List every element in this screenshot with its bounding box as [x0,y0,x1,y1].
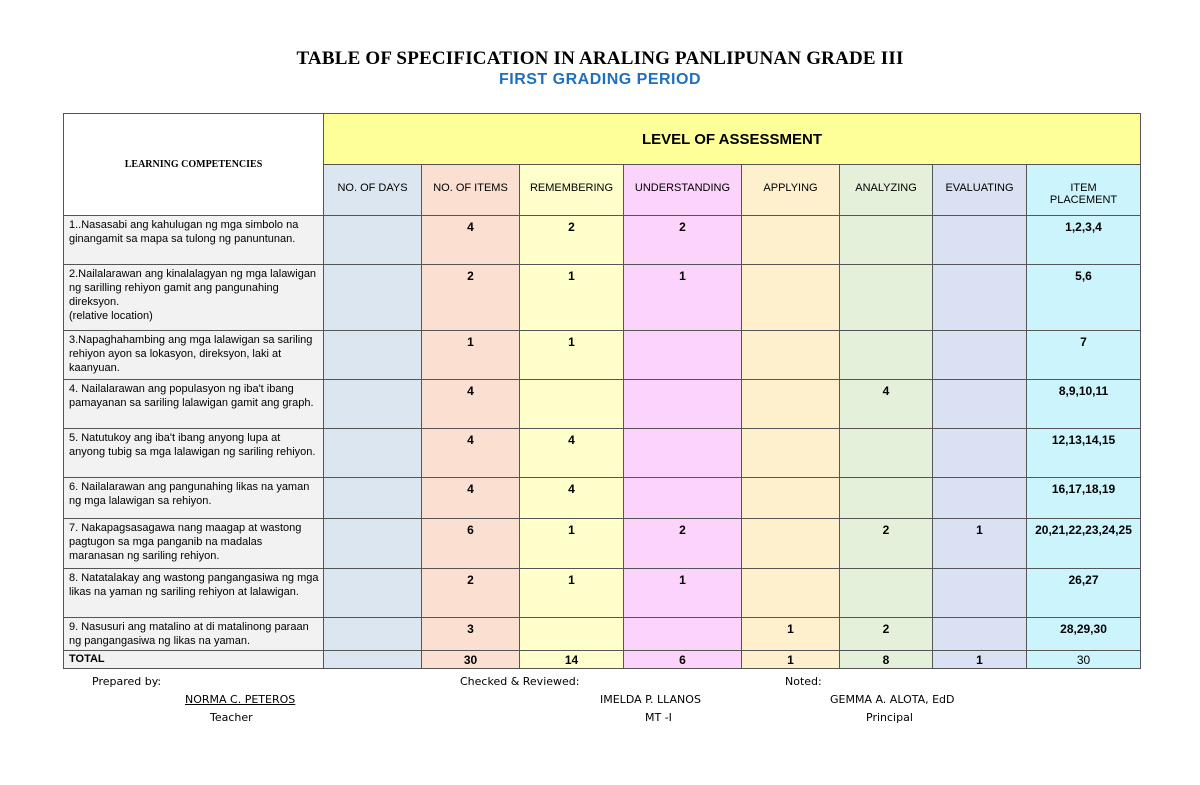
no-of-items-cell: 1 [422,331,520,380]
no-of-items-cell: 2 [422,569,520,618]
competency-cell: 3.Napaghahambing ang mga lalawigan sa sariling rehiyon ayon sa lokasyon, direksyon, laki at kaanyuan. [64,331,324,380]
applying-cell [742,519,840,569]
document-subtitle: FIRST GRADING PERIOD [498,71,701,88]
applying-cell: 1 [742,618,840,651]
applying-cell [742,380,840,429]
item-placement-cell: 20,21,22,23,24,25 [1027,519,1141,569]
remembering-cell: 1 [520,569,624,618]
total-applying-cell: 1 [742,651,840,669]
competency-cell: 9. Nasusuri ang matalino at di matalinong paraan ng pangangasiwa ng likas na yaman. [64,618,324,651]
specification-table [63,113,1141,669]
total-remembering-cell: 14 [520,651,624,669]
analyzing-cell [840,331,933,380]
no-of-items-cell: 6 [422,519,520,569]
checker-name: IMELDA P. LLANOS [600,693,701,706]
evaluating-cell [933,380,1027,429]
understanding-cell [624,429,742,478]
preparer-name: NORMA C. PETEROS [185,693,296,706]
learning-competencies-header: LEARNING COMPETENCIES [64,114,324,216]
no-of-days-header: NO. OF DAYS [324,165,422,216]
competency-cell: 1..Nasasabi ang kahulugan ng mga simbolo na ginangamit sa mapa sa tulong ng panuntunan. [64,216,324,265]
total-label: TOTAL [64,651,324,669]
item-placement-cell: 1,2,3,4 [1027,216,1141,265]
evaluating-cell: 1 [933,519,1027,569]
table-row [64,265,1141,331]
table-row [64,331,1141,380]
item-placement-cell: 16,17,18,19 [1027,478,1141,519]
remembering-cell: 2 [520,216,624,265]
item-placement-header: ITEM PLACEMENT [1027,165,1141,216]
understanding-cell: 2 [624,216,742,265]
document-title: TABLE OF SPECIFICATION IN ARALING PANLIPUNAN GRADE III [296,48,904,69]
no-of-items-cell: 4 [422,216,520,265]
item-placement-cell: 12,13,14,15 [1027,429,1141,478]
table-row [64,429,1141,478]
analyzing-cell [840,569,933,618]
evaluating-cell [933,569,1027,618]
analyzing-cell: 4 [840,380,933,429]
noter-name: GEMMA A. ALOTA, EdD [830,693,955,706]
item-placement-cell: 8,9,10,11 [1027,380,1141,429]
competency-cell: 4. Nailalarawan ang populasyon ng iba't ibang pamayanan sa sariling lalawigan gamit ang graph. [64,380,324,429]
analyzing-cell: 2 [840,519,933,569]
level-of-assessment-header: LEVEL OF ASSESSMENT [324,114,1141,165]
remembering-cell: 4 [520,429,624,478]
no-of-days-cell [324,478,422,519]
applying-cell [742,569,840,618]
no-of-items-cell: 4 [422,478,520,519]
competency-cell: 7. Nakapagsasagawa nang maagap at wastong pagtugon sa mga panganib na madalas maranasan ng sariling rehiyon. [64,519,324,569]
understanding-cell [624,618,742,651]
no-of-days-cell [324,429,422,478]
understanding-cell: 2 [624,519,742,569]
table-row [64,216,1141,265]
analyzing-cell [840,265,933,331]
item-placement-cell: 7 [1027,331,1141,380]
evaluating-cell [933,618,1027,651]
applying-header: APPLYING [742,165,840,216]
total-analyzing-cell: 8 [840,651,933,669]
remembering-cell [520,380,624,429]
applying-cell [742,331,840,380]
no-of-days-cell [324,331,422,380]
total-row [64,651,1141,669]
table-row [64,478,1141,519]
understanding-cell [624,478,742,519]
total-no-of-items-cell: 30 [422,651,520,669]
preparer-title: Teacher [210,711,253,724]
noter-title: Principal [866,711,913,724]
no-of-days-cell [324,569,422,618]
no-of-days-cell [324,618,422,651]
remembering-header: REMEMBERING [520,165,624,216]
understanding-header: UNDERSTANDING [624,165,742,216]
prepared-by-label: Prepared by: [92,675,162,688]
remembering-cell [520,618,624,651]
table-row [64,569,1141,618]
no-of-items-cell: 4 [422,429,520,478]
applying-cell [742,265,840,331]
no-of-days-cell [324,519,422,569]
no-of-days-cell [324,265,422,331]
applying-cell [742,429,840,478]
evaluating-cell [933,478,1027,519]
analyzing-cell [840,478,933,519]
table-row [64,380,1141,429]
remembering-cell: 1 [520,331,624,380]
competency-cell: 6. Nailalarawan ang pangunahing likas na yaman ng mga lalawigan sa rehiyon. [64,478,324,519]
understanding-cell [624,331,742,380]
analyzing-header: ANALYZING [840,165,933,216]
no-of-items-cell: 3 [422,618,520,651]
no-of-days-cell [324,380,422,429]
total-evaluating-cell: 1 [933,651,1027,669]
no-of-items-cell: 2 [422,265,520,331]
evaluating-cell [933,216,1027,265]
remembering-cell: 1 [520,265,624,331]
total-no-of-days-cell [324,651,422,669]
item-placement-cell: 5,6 [1027,265,1141,331]
analyzing-cell [840,216,933,265]
remembering-cell: 1 [520,519,624,569]
analyzing-cell [840,429,933,478]
total-understanding-cell: 6 [624,651,742,669]
evaluating-cell [933,429,1027,478]
understanding-cell: 1 [624,569,742,618]
item-placement-cell: 28,29,30 [1027,618,1141,651]
evaluating-cell [933,331,1027,380]
item-placement-cell: 26,27 [1027,569,1141,618]
applying-cell [742,216,840,265]
understanding-cell [624,380,742,429]
competency-cell: 5. Natutukoy ang iba't ibang anyong lupa at anyong tubig sa mga lalawigan ng sariling rehiyon. [64,429,324,478]
understanding-cell: 1 [624,265,742,331]
competency-cell: 8. Natatalakay ang wastong pangangasiwa ng mga likas na yaman ng sariling rehiyon at lalawigan. [64,569,324,618]
total-item-placement-cell: 30 [1027,651,1141,669]
evaluating-header: EVALUATING [933,165,1027,216]
checker-title: MT -I [645,711,672,724]
checked-reviewed-label: Checked & Reviewed: [460,675,580,688]
no-of-items-header: NO. OF ITEMS [422,165,520,216]
applying-cell [742,478,840,519]
noted-label: Noted: [785,675,822,688]
header-row-top [64,114,1141,165]
table-row [64,618,1141,651]
no-of-items-cell: 4 [422,380,520,429]
analyzing-cell: 2 [840,618,933,651]
no-of-days-cell [324,216,422,265]
remembering-cell: 4 [520,478,624,519]
competency-cell: 2.Nailalarawan ang kinalalagyan ng mga lalawigan ng sarilling rehiyon gamit ang pangunahing direksyon. (relative location) [64,265,324,331]
evaluating-cell [933,265,1027,331]
table-row [64,519,1141,569]
